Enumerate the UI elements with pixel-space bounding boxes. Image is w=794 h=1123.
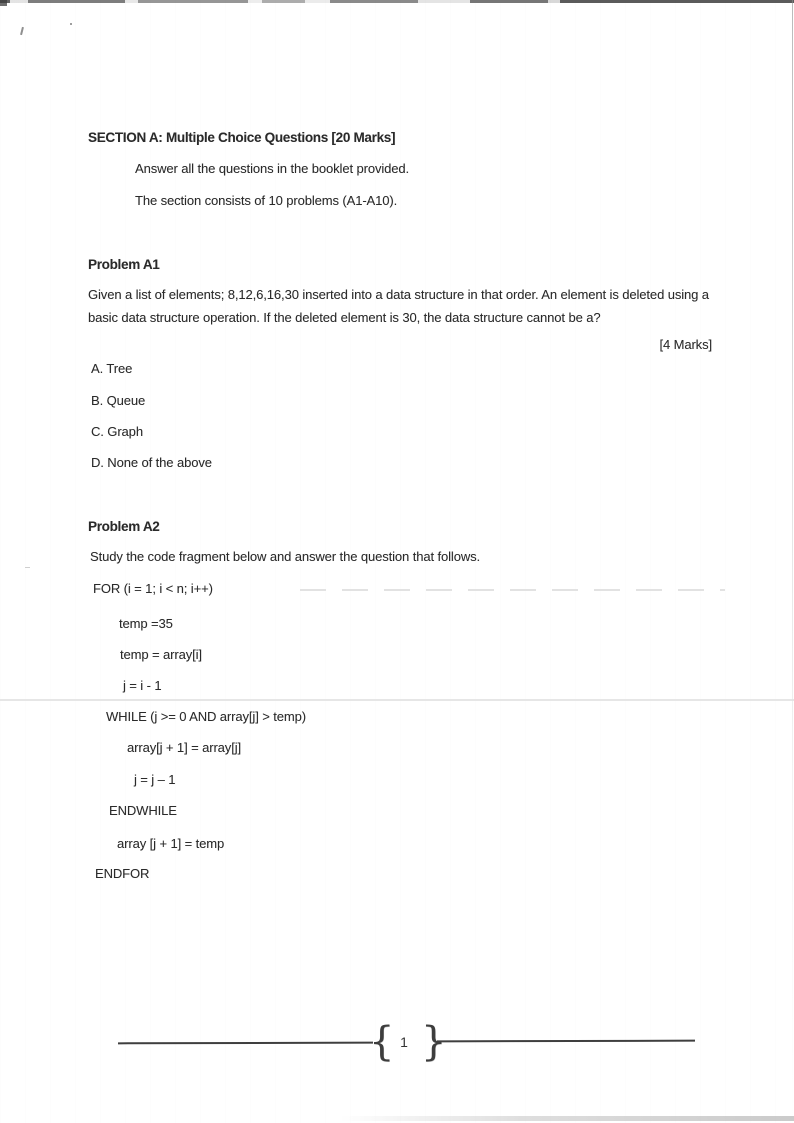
code-line: FOR (i = 1; i < n; i++) (93, 581, 213, 596)
problem-a2-intro: Study the code fragment below and answer the question that follows. (90, 549, 481, 564)
scan-artifact-corner-blob (0, 0, 7, 6)
scan-artifact-top-edge (0, 0, 794, 3)
option-c: C. Graph (91, 424, 143, 439)
option-d: D. None of the above (91, 455, 212, 470)
footer-right-brace: } (421, 1019, 447, 1065)
code-line: j = i - 1 (123, 678, 162, 693)
code-line: j = j – 1 (134, 772, 176, 787)
scan-artifact-right-edge (792, 0, 794, 1123)
code-line: WHILE (j >= 0 AND array[j] > temp) (106, 709, 306, 724)
scan-artifact-scanline (0, 699, 794, 701)
option-b: B. Queue (91, 393, 146, 408)
instruction-line: Answer all the questions in the booklet provided. (135, 161, 410, 176)
code-line: temp =35 (119, 616, 173, 631)
section-title: SECTION A: Multiple Choice Questions [20 Marks] (88, 130, 396, 145)
code-line: ENDWHILE (109, 803, 177, 818)
scan-artifact-faded-rule (300, 589, 725, 591)
problem-a1-body: Given a list of elements; 8,12,6,16,30 inserted into a data structure in that order. An element is deleted using a basic data structure operation. If the deleted element is 30, the data structure cannot be a? (88, 287, 709, 325)
instruction-line: The section consists of 10 problems (A1-A10). (135, 193, 398, 208)
problem-a1-marks: [4 Marks] (659, 337, 712, 352)
page-number: 1 (400, 1034, 408, 1050)
scan-artifact-bottom-band (340, 1116, 794, 1121)
code-line: temp = array[i] (120, 647, 202, 662)
footer-left-brace: { (369, 1019, 395, 1065)
scan-artifact-speck (20, 27, 24, 35)
code-line: ENDFOR (95, 866, 150, 881)
footer-rule-left (118, 1041, 373, 1043)
problem-a2-title: Problem A2 (88, 519, 160, 534)
scan-artifact-speck (70, 23, 72, 25)
footer-rule-right (437, 1039, 695, 1041)
code-line: array [j + 1] = temp (117, 836, 225, 851)
option-a: A. Tree (91, 361, 133, 376)
problem-a1-title: Problem A1 (88, 257, 160, 272)
code-line: array[j + 1] = array[j] (127, 740, 242, 755)
scan-artifact-speck (25, 567, 30, 568)
